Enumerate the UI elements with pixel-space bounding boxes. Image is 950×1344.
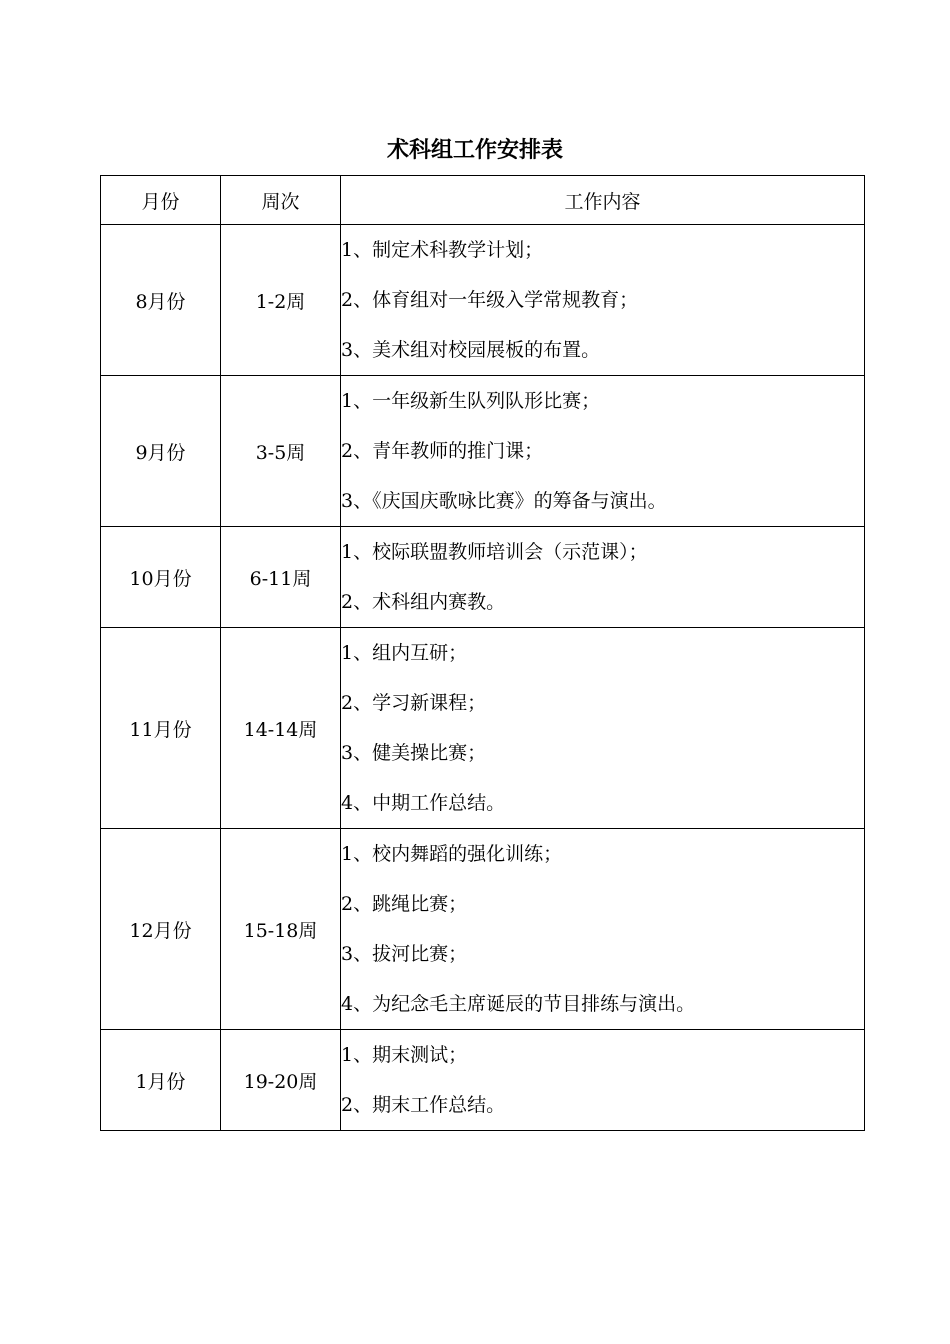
content-item: 1、制定术科教学计划；	[341, 239, 544, 261]
content-cell	[341, 829, 865, 1030]
content-item: 3、健美操比赛；	[341, 742, 487, 764]
content-item: 2、跳绳比赛；	[341, 893, 468, 915]
table-row	[101, 376, 865, 527]
month-cell: 10月份	[101, 527, 221, 628]
week-cell: 15-18周	[221, 829, 341, 1030]
content-item: 4、为纪念毛主席诞辰的节目排练与演出。	[341, 993, 696, 1015]
header-week: 周次	[221, 176, 341, 225]
content-item: 3、《庆国庆歌咏比赛》的筹备与演出。	[341, 490, 667, 512]
table-row	[101, 628, 865, 829]
content-item: 3、拔河比赛；	[341, 943, 468, 965]
month-cell: 11月份	[101, 628, 221, 829]
content-item: 1、期末测试；	[341, 1044, 468, 1066]
week-cell: 3-5周	[221, 376, 341, 527]
content-cell	[341, 225, 865, 376]
header-content: 工作内容	[341, 176, 865, 225]
month-cell: 9月份	[101, 376, 221, 527]
header-month: 月份	[101, 176, 221, 225]
content-item: 1、一年级新生队列队形比赛；	[341, 390, 601, 412]
schedule-table	[100, 175, 865, 1131]
month-cell: 8月份	[101, 225, 221, 376]
week-cell: 1-2周	[221, 225, 341, 376]
table-row	[101, 1030, 865, 1131]
content-item: 3、美术组对校园展板的布置。	[341, 339, 601, 361]
content-item: 2、学习新课程；	[341, 692, 487, 714]
content-item: 4、中期工作总结。	[341, 792, 506, 814]
table-row	[101, 225, 865, 376]
content-item: 1、校内舞蹈的强化训练；	[341, 843, 563, 865]
content-cell	[341, 376, 865, 527]
week-cell: 14-14周	[221, 628, 341, 829]
week-cell: 6-11周	[221, 527, 341, 628]
month-cell: 12月份	[101, 829, 221, 1030]
month-cell: 1月份	[101, 1030, 221, 1131]
week-cell: 19-20周	[221, 1030, 341, 1131]
table-row	[101, 527, 865, 628]
content-item: 2、期末工作总结。	[341, 1094, 506, 1116]
table-row	[101, 829, 865, 1030]
content-cell	[341, 628, 865, 829]
page-title: 术科组工作安排表	[386, 138, 563, 163]
content-cell	[341, 1030, 865, 1131]
content-item: 1、校际联盟教师培训会（示范课）；	[341, 541, 648, 563]
content-item: 2、术科组内赛教。	[341, 591, 506, 613]
content-item: 2、青年教师的推门课；	[341, 440, 544, 462]
header-row	[101, 176, 865, 225]
content-item: 1、组内互研；	[341, 642, 468, 664]
content-item: 2、体育组对一年级入学常规教育；	[341, 289, 639, 311]
content-cell	[341, 527, 865, 628]
